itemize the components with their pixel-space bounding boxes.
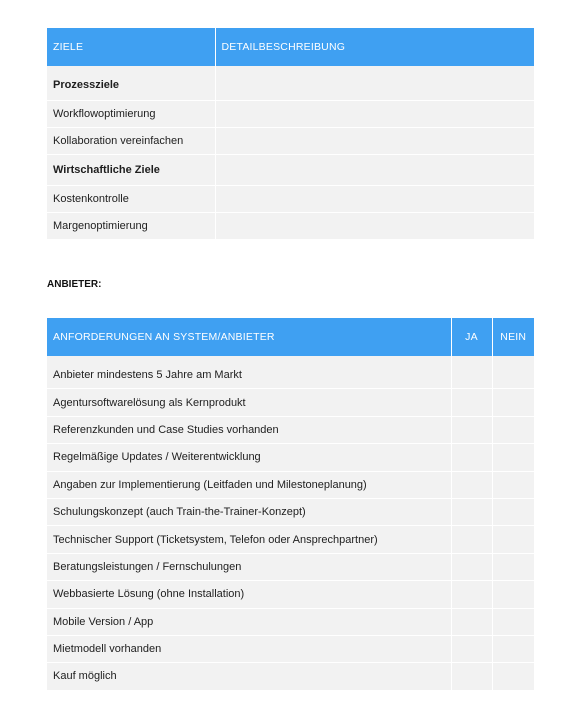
requirements-header-title: ANFORDERUNGEN AN SYSTEM/ANBIETER (47, 318, 451, 356)
requirement-label: Referenzkunden und Case Studies vorhanden (47, 416, 451, 443)
requirement-yes-cell[interactable] (451, 526, 492, 553)
goals-item-label: Kollaboration vereinfachen (47, 128, 215, 155)
requirement-label: Schulungskonzept (auch Train-the-Trainer-Konzept) (47, 498, 451, 525)
goals-item-label: Kostenkontrolle (47, 186, 215, 213)
requirement-no-cell[interactable] (492, 581, 534, 608)
requirement-label: Regelmäßige Updates / Weiterentwicklung (47, 444, 451, 471)
goals-group-title: Wirtschaftliche Ziele (47, 155, 215, 186)
requirement-yes-cell[interactable] (451, 389, 492, 416)
goals-group-economic-row (47, 155, 534, 186)
requirement-label: Mobile Version / App (47, 608, 451, 635)
requirement-label: Angaben zur Implementierung (Leitfaden und Milestoneplanung) (47, 471, 451, 498)
goals-item-label: Workflowoptimierung (47, 101, 215, 128)
requirement-label: Agentursoftwarelösung als Kernprodukt (47, 389, 451, 416)
goals-group-title: Prozessziele (47, 70, 215, 101)
requirement-label: Technischer Support (Ticketsystem, Telefon oder Ansprechpartner) (47, 526, 451, 553)
requirement-no-cell[interactable] (492, 416, 534, 443)
goals-detail-cell[interactable] (215, 101, 534, 128)
goals-item-row (47, 213, 534, 240)
requirement-row (47, 389, 534, 416)
goals-detail-cell[interactable] (215, 186, 534, 213)
requirement-no-cell[interactable] (492, 663, 534, 690)
requirements-header-yes: JA (451, 318, 492, 356)
requirement-no-cell[interactable] (492, 608, 534, 635)
requirement-label: Mietmodell vorhanden (47, 635, 451, 662)
goals-detail-cell[interactable] (215, 213, 534, 240)
requirement-yes-cell[interactable] (451, 663, 492, 690)
requirements-header-no: NEIN (492, 318, 534, 356)
requirement-yes-cell[interactable] (451, 471, 492, 498)
requirement-label: Webbasierte Lösung (ohne Installation) (47, 581, 451, 608)
requirements-header-row (47, 318, 534, 356)
requirement-no-cell[interactable] (492, 389, 534, 416)
requirement-row (47, 635, 534, 662)
goals-header-row (47, 28, 534, 66)
goals-item-row (47, 128, 534, 155)
requirement-row (47, 581, 534, 608)
requirement-row (47, 553, 534, 580)
requirement-yes-cell[interactable] (451, 444, 492, 471)
requirement-label: Kauf möglich (47, 663, 451, 690)
goals-detail-cell[interactable] (215, 70, 534, 101)
goals-item-row (47, 186, 534, 213)
requirement-yes-cell[interactable] (451, 362, 492, 389)
requirement-no-cell[interactable] (492, 362, 534, 389)
requirement-row (47, 663, 534, 690)
requirement-row (47, 416, 534, 443)
requirements-table (47, 318, 534, 690)
requirement-no-cell[interactable] (492, 444, 534, 471)
requirement-row (47, 444, 534, 471)
requirement-row (47, 471, 534, 498)
requirement-label: Anbieter mindestens 5 Jahre am Markt (47, 362, 451, 389)
goals-detail-cell[interactable] (215, 128, 534, 155)
requirement-yes-cell[interactable] (451, 498, 492, 525)
requirement-no-cell[interactable] (492, 526, 534, 553)
requirement-row (47, 526, 534, 553)
requirement-yes-cell[interactable] (451, 553, 492, 580)
requirement-label: Beratungsleistungen / Fernschulungen (47, 553, 451, 580)
goals-table (47, 28, 534, 239)
requirement-no-cell[interactable] (492, 498, 534, 525)
requirement-no-cell[interactable] (492, 471, 534, 498)
vendor-section-label: ANBIETER: (47, 279, 102, 290)
requirement-yes-cell[interactable] (451, 635, 492, 662)
requirement-yes-cell[interactable] (451, 581, 492, 608)
goals-header-details: DETAILBESCHREIBUNG (215, 28, 534, 66)
requirement-yes-cell[interactable] (451, 416, 492, 443)
requirement-no-cell[interactable] (492, 635, 534, 662)
goals-detail-cell[interactable] (215, 155, 534, 186)
goals-header-goals: ZIELE (47, 28, 215, 66)
requirement-yes-cell[interactable] (451, 608, 492, 635)
requirement-row (47, 498, 534, 525)
requirement-no-cell[interactable] (492, 553, 534, 580)
requirement-row (47, 362, 534, 389)
goals-item-row (47, 101, 534, 128)
requirement-row (47, 608, 534, 635)
goals-item-label: Margenoptimierung (47, 213, 215, 240)
goals-group-process-row (47, 70, 534, 101)
